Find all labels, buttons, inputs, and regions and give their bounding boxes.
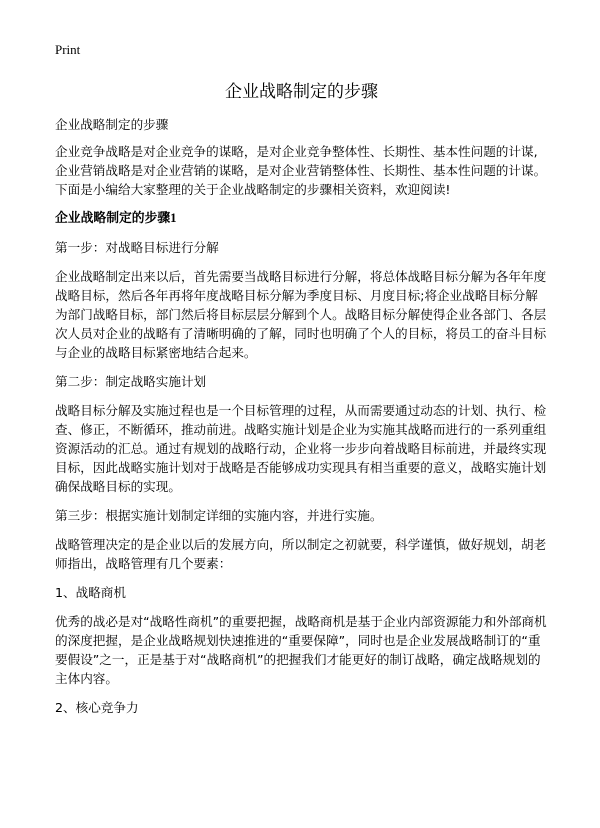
page-title: 企业战略制定的步骤 [225, 82, 378, 102]
subtitle: 企业战略制定的步骤 [55, 117, 169, 132]
item2-title: 2、核心竞争力 [55, 700, 139, 715]
section-heading-number: 1 [170, 211, 177, 225]
section-heading-1 [55, 209, 548, 228]
print-link[interactable]: Print [55, 42, 81, 57]
item1-body: 优秀的战必是对“战略性商机”的重要把握，战略商机是基于企业内部资源能力和外部商机的深度把握，是企业战略规划快速推进的“重要保障”，同时也是企业发展战略制订的“重要假设”之一，正是基于对“战略商机”的把握我们才能更好的制订战略，确定战略规划的主体内容。 [55, 614, 547, 686]
management-intro: 战略管理决定的是企业以后的发展方向，所以制定之初就要，科学谨慎，做好规划，胡老师指出，战略管理有几个要素： [55, 537, 547, 571]
step2-title: 第二步：制定战略实施计划 [55, 374, 207, 389]
step1-title: 第一步：对战略目标进行分解 [55, 240, 219, 255]
intro-paragraph: 企业竞争战略是对企业竞争的谋略，是对企业竞争整体性、长期性、基本性问题的计谋,企业营销战略是对企业营销的谋略，是对企业营销整体性、长期性、基本性问题的计谋。下面是小编给大家整理的关于企业战略制定的步骤相关资料，欢迎阅读! [55, 144, 547, 197]
step2-body: 战略目标分解及实施过程也是一个目标管理的过程，从而需要通过动态的计划、执行、检查、修正，不断循环，推动前进。战略实施计划是企业为实施其战略而进行的一系列重组资源活动的汇总。通过有规划的战略行动，企业将一步步向着战略目标前进，并最终实现目标，因此战略实施计划对于战略是否能够成功实现具有相当重要的意义，战略实施计划确保战略目标的实现。 [55, 403, 547, 494]
section-heading-text: 企业战略制定的步骤 [55, 211, 171, 226]
step3-title: 第三步：根据实施计划制定详细的实施内容，并进行实施。 [55, 508, 383, 523]
item1-title: 1、战略商机 [55, 585, 126, 600]
step1-body: 企业战略制定出来以后，首先需要当战略目标进行分解，将总体战略目标分解为各年年度战略目标，然后各年再将年度战略目标分解为季度目标、月度目标;将企业战略目标分解为部门战略目标，部门然后将目标层层分解到个人。战略目标分解使得企业各部门、各层次人员对企业的战略有了清晰明确的了解，同时也明确了个人的目标，将员工的奋斗目标与企业的战略目标紧密地结合起来。 [55, 269, 547, 360]
